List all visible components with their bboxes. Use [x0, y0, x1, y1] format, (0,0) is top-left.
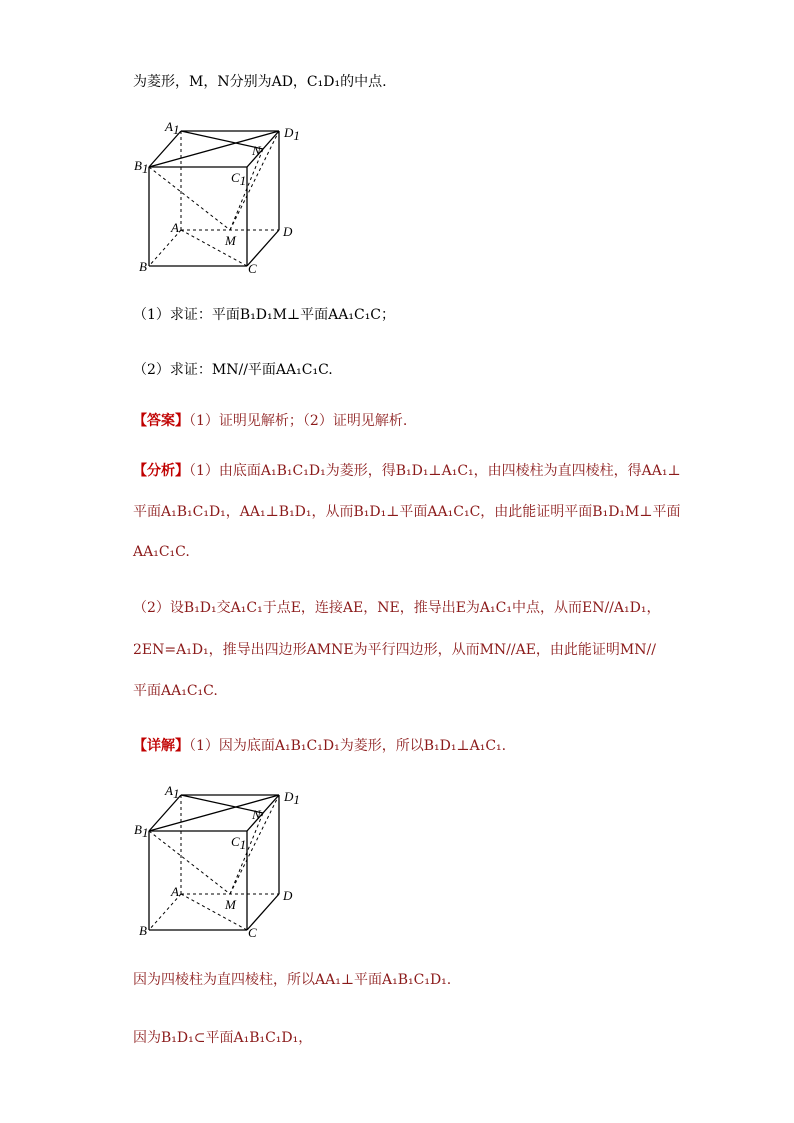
analysis-line-1: [133, 461, 681, 481]
label-a: A: [171, 220, 179, 235]
label-b1: B1: [134, 822, 149, 840]
answer-tag: 【答案】: [133, 413, 189, 429]
detail-line-2: 因为四棱柱为直四棱柱，所以AA₁⊥平面A₁B₁C₁D₁.: [133, 972, 452, 988]
question-2: （2）求证：MN//平面AA₁C₁C.: [133, 362, 333, 378]
hidden-edge: [149, 831, 230, 894]
answer-line: [133, 411, 407, 431]
hidden-edge: [149, 894, 181, 930]
analysis-line-6: 平面AA₁C₁C.: [133, 683, 218, 699]
label-d1: D1: [284, 125, 300, 143]
label-d: D: [283, 888, 293, 903]
hidden-edge: [181, 894, 247, 930]
prism-figure-2: [128, 782, 308, 944]
detail-line-3: 因为B₁D₁⊂平面A₁B₁C₁D₁，: [133, 1030, 313, 1046]
label-c1: C1: [231, 170, 247, 188]
answer-text: （1）证明见解析；（2）证明见解析.: [189, 413, 408, 429]
label-a: A: [171, 884, 179, 899]
hidden-edge: [149, 167, 230, 230]
label-d: D: [283, 224, 293, 239]
label-n: N: [252, 807, 261, 822]
detail-text: （1）因为底面A₁B₁C₁D₁为菱形，所以B₁D₁⊥A₁C₁.: [189, 738, 507, 754]
analysis-line-2: 平面A₁B₁C₁D₁，AA₁⊥B₁D₁，从而B₁D₁⊥平面AA₁C₁C，由此能证明平面B₁D₁M⊥平面: [133, 504, 681, 520]
question-1: （1）求证：平面B₁D₁M⊥平面AA₁C₁C；: [133, 307, 396, 323]
label-c1: C1: [231, 834, 247, 852]
label-b1: B1: [134, 158, 149, 176]
analysis-line-3: AA₁C₁C.: [133, 544, 190, 560]
intro-text: 为菱形，M，N分别为AD，C₁D₁的中点.: [133, 74, 387, 90]
label-a1: A1: [165, 119, 180, 137]
label-a1: A1: [165, 783, 180, 801]
label-n: N: [252, 143, 261, 158]
label-c: C: [248, 261, 257, 276]
label-b: B: [139, 923, 147, 938]
analysis-line-5: 2EN=A₁D₁，推导出四边形AMNE为平行四边形，从而MN//AE，由此能证明MN//: [133, 642, 656, 658]
analysis-tag: 【分析】: [133, 463, 189, 479]
analysis-text: （1）由底面A₁B₁C₁D₁为菱形，得B₁D₁⊥A₁C₁，由四棱柱为直四棱柱，得AA₁⊥: [189, 463, 681, 479]
label-d1: D1: [284, 789, 300, 807]
analysis-line-4: （2）设B₁D₁交A₁C₁于点E，连接AE，NE，推导出E为A₁C₁中点，从而EN//A₁D₁，: [133, 600, 661, 616]
detail-tag: 【详解】: [133, 738, 189, 754]
hidden-edge: [181, 230, 247, 266]
hidden-edge: [149, 230, 181, 266]
label-b: B: [139, 259, 147, 274]
prism-figure-1: [128, 118, 308, 280]
detail-line-1: [133, 736, 506, 756]
label-m: M: [225, 233, 236, 248]
label-c: C: [248, 925, 257, 940]
label-m: M: [225, 897, 236, 912]
